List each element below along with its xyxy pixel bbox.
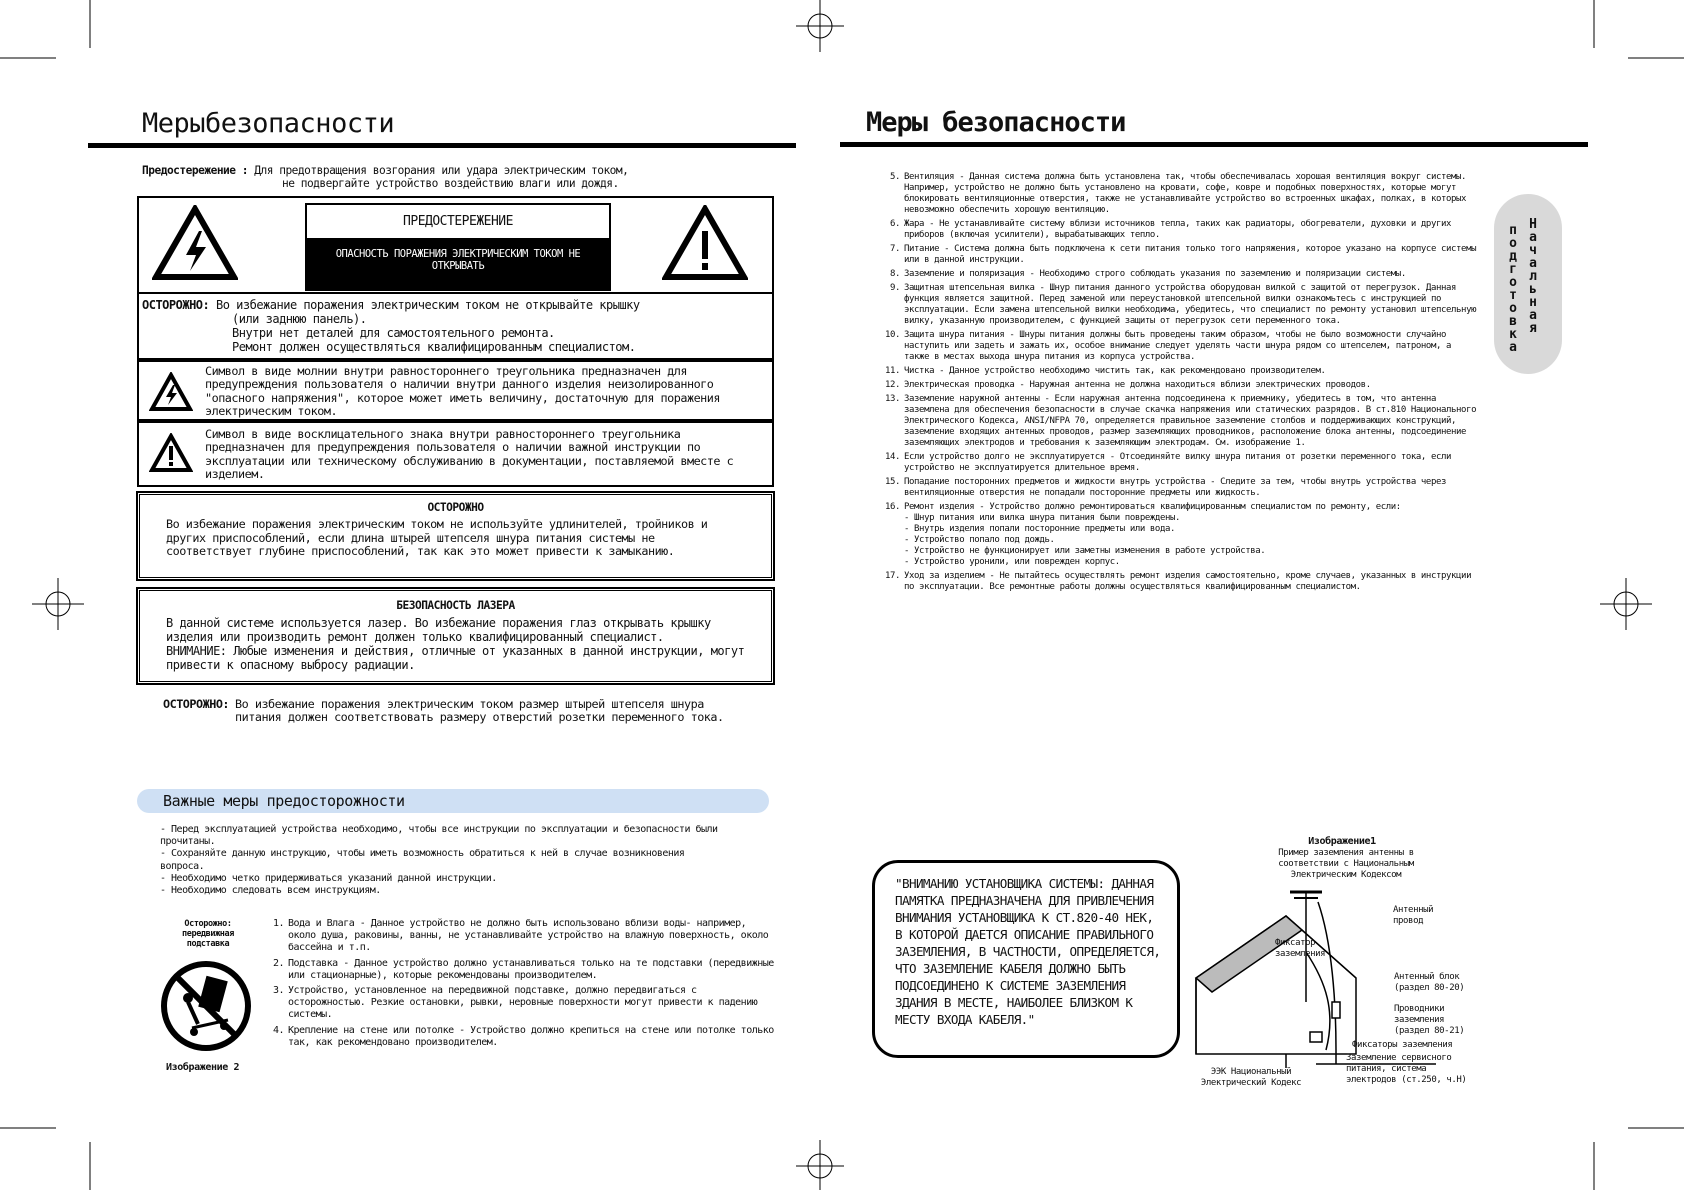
important-title: Важные меры предосторожности [163,792,405,810]
cart-caption: Осторожно: передвижная подставка [182,919,234,949]
list-item: 8. Заземление и поляризация - Необходимо строго соблюдать указания по заземлению и поляризации системы. [889,269,1406,279]
important-bullet: - Необходимо следовать всем инструкциям. [160,885,381,897]
caution-box-heading: ОСТОРОЖНО [427,501,484,514]
right-page-title: Меры безопасности [866,107,1126,138]
list-item: 3. Устройство, установленное на передвижной подставке, должно передвигаться с осторожностью. Резкие остановки, рывки, неровные поверхности могут привести к падению системы. [272,985,758,1021]
list-item: 11. Чистка - Данное устройство необходимо чистить так, как рекомендовано производителем. [884,366,1326,376]
list-item: 15. Попадание посторонних предметов и жидкости внутрь устройства - Следите за тем, чтобы внутрь устройства через вентиляционные отверстия не попадали посторонние предметы или жидкость. [884,477,1446,498]
ostorozhno1-line4: Ремонт должен осуществляться квалифицированным специалистом. [232,340,636,354]
important-bullet: - Сохраняйте данную инструкцию, чтобы иметь возможность обратиться к ней в случае возникновения вопроса. [160,848,685,872]
important-heading-bar [137,789,769,813]
list-item: 14. Если устройство долго не эксплуатируется - Отсоединяйте вилку шнура питания от розетки переменного тока, если устройство не эксплуатируется длительное время. [884,452,1452,473]
item16-text: Ремонт изделия - Устройство должно ремонтироваться квалифицированным специалистом по ремонту, если: [904,502,1401,512]
left-page-title: Мерыбезопасности [142,108,395,139]
figure1-subtitle: Пример заземления антенны в соответствии с Национальным Электрическим Кодексом [1278,848,1414,880]
exclaim-symbol-text: Символ в виде восклицательного знака внутри равностороннего треугольника предназначен для предупреждения пользователя о наличии важной инструкции по эксплуатации или техническому обслуживанию в документации, поставляемой вместе с изделием. [205,427,734,481]
laser-box-body: В данной системе используется лазер. Во избежание поражения глаз открывать крышку изделия или производить ремонт должен только квалифицированный специалист. [166,616,711,645]
warning-block [142,164,782,191]
figure1-title: Изображение1 [1308,836,1376,847]
section-tab-col2: Начальная [1529,217,1537,336]
item16-sub: - Устройство уронили, или поврежден корпус. [904,557,1120,567]
warning-label: Предостережение : [142,164,249,177]
label-conductors: Проводники заземления (раздел 80-21) [1394,1004,1465,1036]
label-antenna-wire: Антенный провод [1393,905,1434,926]
item16-sub: - Устройство не функционирует или заметны изменения в работе устройства. [904,546,1266,556]
ostorozhno1-label: ОСТОРОЖНО: [142,298,210,312]
list-item: 10. Защита шнура питания - Шнуры питания должны быть проведены таким образом, чтобы не было возможности случайно наступить или задеть и зажать их, особое внимание следует уделять части шнура рядом со штепселем, патроном, а также в местах выхода шнура питания из корпуса устройства. [884,330,1452,362]
lightning-small-icon [149,372,193,412]
list-item: 2. Подставка - Данное устройство должно устанавливаться только на те подставки (передвижные или стационарные), которые рекомендованы производителем. [272,957,774,981]
caution-box-body: Во избежание поражения электрическим током не используйте удлинителей, тройников и других приспособлений, если длина штырей штепселя шнура питания системы не соответствует глубине приспособлений, так как это может привести к замыканию. [166,517,708,558]
caution-panel [305,203,611,291]
installer-note-text: "ВНИМАНИЮ УСТАНОВЩИКА СИСТЕМЫ: ДАННАЯ ПАМЯТКА ПРЕДНАЗНАЧЕНА ДЛЯ ПРИВЛЕЧЕНИЯ ВНИМАНИЯ УСТАНОВЩИКА К СТ.820-40 НЕК, В КОТОРОЙ ДАЕТСЯ ОПИСАНИЕ ПРАВИЛЬНОГО ЗАЗЕМЛЕНИЯ, В ЧАСТНОСТИ, ОПРЕДЕЛЯЕТСЯ, ЧТО ЗАЗЕМЛЕНИЕ КАБЕЛЯ ДОЛЖНО БЫТЬ ПОДСОЕДИНЕНО К СИСТЕМЕ ЗАЗЕМЛЕНИЯ ЗДАНИЯ В МЕСТЕ, НАИБОЛЕЕ БЛИЗКОМ К МЕСТУ ВХОДА КАБЕЛЯ." [895,876,1161,1027]
lightning-symbol-text: Символ в виде молнии внутри равностороннего треугольника предназначен для предупреждения пользователя о наличии внутри данного изделия неизолированного "опасного напряжения", которое может иметь величину, достаточную для поражения электрическим током. [205,364,720,418]
left-numbered-list [264,918,774,1052]
caution-panel-heading: ПРЕДОСТЕРЕЖЕНИЕ [307,205,609,238]
figure2-label: Изображение 2 [166,1062,240,1073]
list-item: 13. Заземление наружной антенны - Если наружная антенна подсоединена к приемнику, убедитесь в том, что антенна заземлена для обеспечения безопасности в случае скачка напряжения или статических разрядов. В ст.810 Национального Электрического Кодекса, ANSI/NFPA 70, определяется правильное заземление столбов и поддерживающих конструкций, заземление входящих антенных проводов, размер заземляющих проводников, расположение блока антенны, подсоединение заземляющих электродов и требования к заземляющим электродам. См. изображение 1. [884,394,1477,448]
label-ground-clamp: Фиксатор заземления [1275,938,1326,959]
important-bullet: - Необходимо четко придерживаться указаний данной инструкции. [160,872,497,884]
important-bullets [160,824,720,897]
list-item: 12. Электрическая проводка - Наружная антенна не должна находиться вблизи электрических проводов. [884,380,1371,390]
warning-line2: не подвергайте устройство воздействию влаги или дождя. [282,177,619,191]
list-item: 5. Вентиляция - Данная система должна быть установлена так, чтобы обеспечивалась хорошая вентиляция вокруг системы. Например, устройство не должно быть установлено на кровати, софе, ковре и подобных поверхностях, которые могут блокировать вентиляционные отверстия, также не устанавливайте устройство во встроенных шкафах, полках, в которых невозможно обеспечить хорошую вентиляцию. [889,172,1467,215]
list-item: 1. Вода и Влага - Данное устройство не должно быть использовано вблизи воды- например, около душа, раковины, ванны, не устанавливайте устройство на влажную поверхность, около бассейна и т.п. [272,918,769,954]
caution-panel-body: ОПАСНОСТЬ ПОРАЖЕНИЯ ЭЛЕКТРИЧЕСКИМ ТОКОМ НЕ ОТКРЫВАТЬ [335,248,581,272]
exclaim-symbol-box [137,421,774,487]
ostorozhno2 [163,698,743,725]
ostorozhno2-body: Во избежание поражения электрическим током размер штырей штепселя шнура питания должен соответствовать размеру отверстий розетки переменного тока. [235,697,724,725]
list-item: 9. Защитная штепсельная вилка - Шнур питания данного устройства оборудован вилкой с защитой от перегрузок. Данная функция является защитной. Перед заменой или переустановкой штепсельной вилки ознакомьтесь с инструкцией по эксплуатации. Если замена штепсельной вилки необходима, убедитесь, что специалист по ремонту установил штепсельную вилку, указанную производителем, с функцией защиты от перегрузок сети переменного тока. [889,283,1477,326]
laser-box [137,588,774,684]
right-title-rule [840,142,1588,147]
list-item: 17. Уход за изделием - Не пытайтесь осуществлять ремонт изделия самостоятельно, кроме случаев, указанных в инструкции по эксплуатации. Все ремонтные работы должны осуществляться квалифицированным специалистом. [884,571,1472,592]
cart-tipover-icon [158,958,254,1054]
exclamation-small-icon [149,433,193,473]
list-item: 4. Крепление на стене или потолке - Устройство должно крепиться на стене или потолке только так, как рекомендовано производителем. [272,1024,774,1048]
item16-sub: - Внутрь изделия попали посторонние предметы или вода. [904,524,1175,534]
label-nec: ЭЭК Национальный Электрический Кодекс [1200,1067,1302,1088]
caution-box [137,492,774,580]
ostorozhno1-line1: Во избежание поражения электрическим током не открывайте крышку [215,298,640,312]
ostorozhno1 [142,298,772,354]
important-bullet: - Перед эксплуатацией устройства необходимо, чтобы все инструкции по эксплуатации и безопасности были прочитаны. [160,824,718,848]
section-tab-col1: подготовка [1509,223,1517,355]
installer-note-box [872,860,1180,1058]
label-antenna-unit: Антенный блок (раздел 80-20) [1394,972,1465,993]
ostorozhno2-label: ОСТОРОЖНО: [163,697,230,711]
ostorozhno1-line2: (или заднюю панель). [232,312,367,326]
item16-sub: - Шнур питания или вилка шнура питания были повреждены. [904,513,1181,523]
list-item: 16. Ремонт изделия - Устройство должно ремонтироваться квалифицированным специалистом по ремонту, если: - Шнур питания или вилка шнура питания были повреждены. - Внутрь изделия попали посторонние предметы или вода. - Устройство попало под дождь. - Устройство не функционирует или заметны изменения в работе устройства. - Устройство уронили, или поврежден корпус. [880,502,1480,568]
item16-sub: - Устройство попало под дождь. [904,535,1055,545]
laser-box-heading: БЕЗОПАСНОСТЬ ЛАЗЕРА [396,599,515,612]
right-numbered-list [880,172,1480,596]
lightning-triangle-icon [152,205,238,281]
list-item: 7. Питание - Система должна быть подключена к сети питания только того напряжения, которое указано на корпусе системы или в данной инструкции. [889,244,1477,265]
laser-box-note: ВНИМАНИЕ: Любые изменения и действия, отличные от указанных в данной инструкции, могут привести к опасному выбросу радиации. [166,644,745,673]
section-tab [1494,194,1562,374]
left-title-rule [88,143,796,148]
ostorozhno1-line3: Внутри нет деталей для самостоятельного ремонта. [232,326,555,340]
exclamation-triangle-icon [662,205,748,281]
lightning-symbol-box [137,360,774,421]
caution-divider [137,292,774,294]
label-electrode: Заземление сервисного питания, система электродов (ст.250, ч.Н) [1346,1053,1467,1085]
label-clamps: Фиксаторы заземления [1352,1040,1453,1050]
warning-line1: Для предотвращения возгорания или удара электрическим током, [254,164,629,177]
list-item: 6. Жара - Не устанавливайте систему вблизи источников тепла, таких как радиаторы, обогреватели, духовки и других приборов (включая усилители), вырабатывающих тепло. [889,219,1452,240]
